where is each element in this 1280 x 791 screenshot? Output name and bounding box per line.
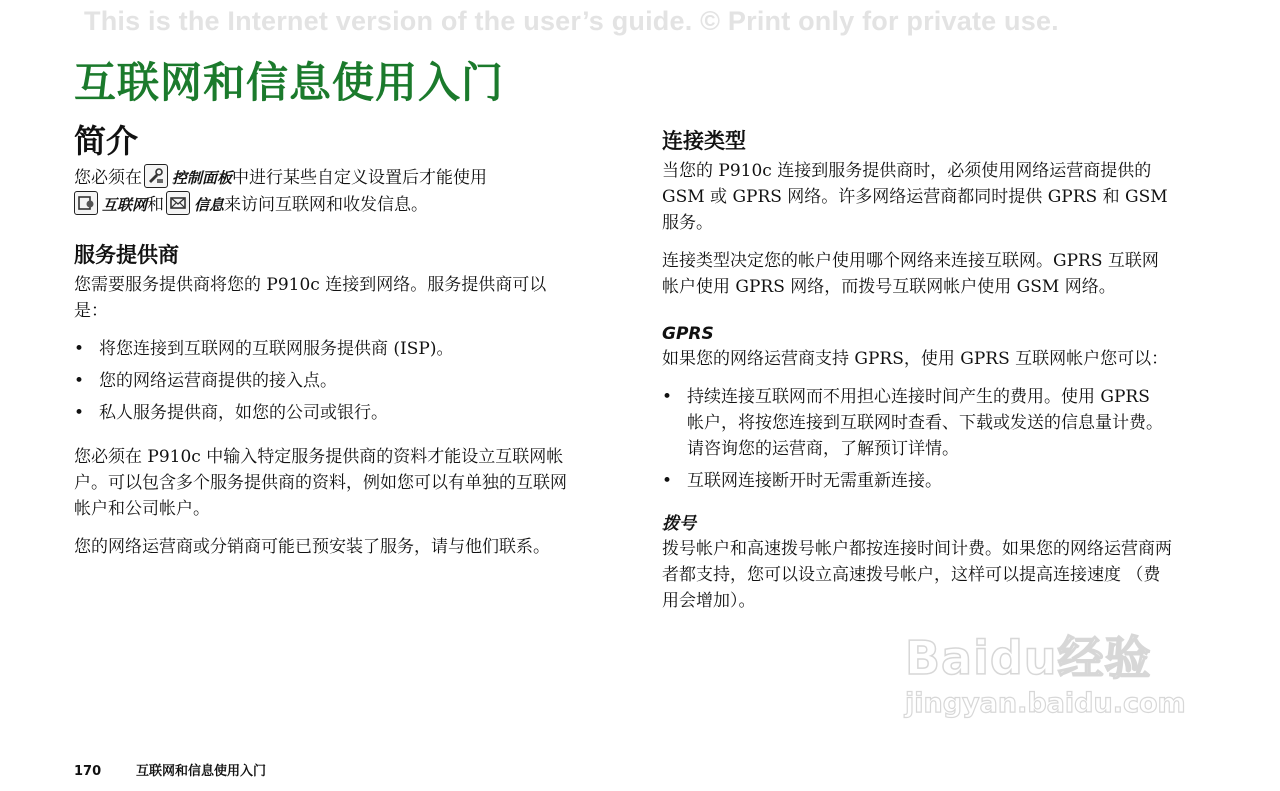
intro-text-pre: 您必须在 (74, 168, 142, 188)
list-item: • 互联网连接断开时无需重新连接。 (662, 471, 942, 491)
gprs-paragraph: 如果您的网络运营商支持 GPRS，使用 GPRS 互联网帐户您可以： (662, 349, 1169, 369)
control-panel-icon (144, 164, 168, 188)
baidu-watermark-url: jingyan.baidu.com (905, 688, 1186, 719)
intro-paragraph (74, 164, 574, 218)
intro-text-post: 中进行某些自定义设置后才能使用 (232, 168, 488, 188)
dialup-paragraph: 拨号帐户和高速拨号帐户都按连接时间计费。如果您的网络运营商两者都支持，您可以设立高速拨号帐户，这样可以提高连接速度 （费用会增加）。 (662, 539, 1172, 611)
footer-section-title: 互联网和信息使用入门 (136, 764, 267, 779)
provider-paragraph-1: 您需要服务提供商将您的 P910c 连接到网络。服务提供商可以是： (74, 275, 547, 321)
messaging-icon (166, 191, 190, 215)
right-column (662, 126, 1172, 614)
provider-list (74, 336, 574, 426)
dialup-heading: 拨号 (662, 514, 696, 534)
provider-paragraph-3: 您的网络运营商或分销商可能已预安装了服务，请与他们联系。 (74, 537, 550, 557)
gprs-list (662, 384, 1172, 494)
connection-paragraph-1: 当您的 P910c 连接到服务提供商时，必须使用网络运营商提供的 GSM 或 GPRS 网络。许多网络运营商都同时提供 GPRS 和 GSM 服务。 (662, 161, 1168, 233)
gprs-heading: GPRS (662, 324, 714, 344)
list-item: • 持续连接互联网而不用担心连接时间产生的费用。使用 GPRS 帐户，将按您连接到互联网时查看、下载或发送的信息量计费。请咨询您的运营商，了解预订详情。 (662, 387, 1163, 459)
list-item: • 将您连接到互联网的互联网服务提供商 (ISP)。 (74, 339, 454, 359)
baidu-watermark (905, 632, 1205, 742)
provider-paragraph-2: 您必须在 P910c 中输入特定服务提供商的资料才能设立互联网帐户。可以包含多个服务提供商的资料，例如您可以有单独的互联网帐户和公司帐户。 (74, 447, 567, 519)
page-title: 互联网和信息使用入门 (74, 58, 505, 107)
control-panel-label: 控制面板 (172, 169, 233, 187)
provider-heading: 服务提供商 (74, 243, 179, 267)
internet-icon (74, 191, 98, 215)
messaging-label: 信息 (194, 196, 225, 214)
left-column (74, 120, 574, 560)
page-footer (74, 760, 266, 779)
internet-label: 互联网 (102, 196, 148, 214)
page-number: 170 (74, 764, 102, 779)
list-item: • 您的网络运营商提供的接入点。 (74, 371, 337, 391)
list-item: • 私人服务提供商，如您的公司或银行。 (74, 403, 388, 423)
connection-paragraph-2: 连接类型决定您的帐户使用哪个网络来连接互联网。GPRS 互联网帐户使用 GPRS 网络，而拨号互联网帐户使用 GSM 网络。 (662, 251, 1159, 297)
intro-heading: 简介 (74, 122, 139, 160)
intro-text-end: 来访问互联网和收发信息。 (224, 195, 429, 215)
intro-and: 和 (147, 195, 165, 215)
watermark-banner: This is the Internet version of the user’s guide. © Print only for private use. (84, 6, 1059, 36)
connection-type-heading: 连接类型 (662, 129, 746, 153)
baidu-watermark-logo: Baidu经验 (905, 631, 1152, 685)
